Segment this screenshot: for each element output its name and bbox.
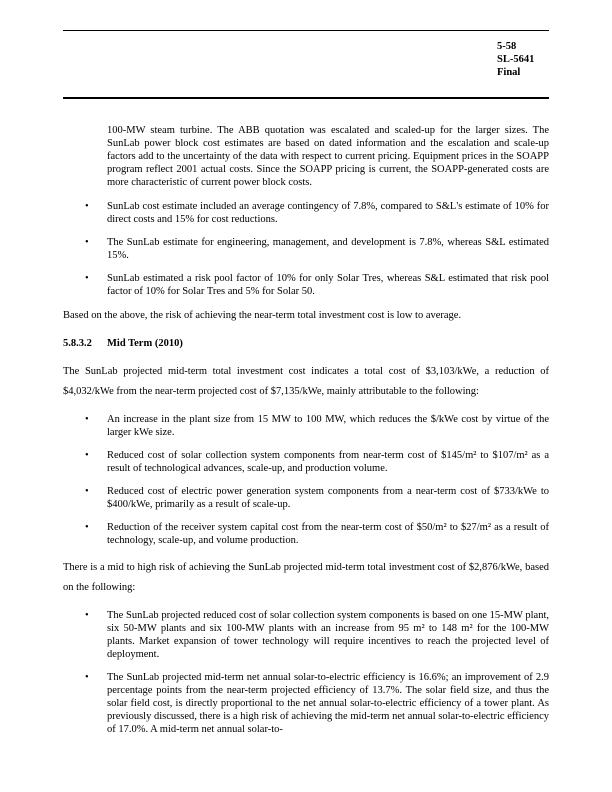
header-top-rule [63,30,549,31]
bullet-list-mid-term-reductions [63,413,549,547]
list-item [63,521,549,547]
page-body [63,124,549,747]
report-number: SL-5641 [497,54,535,65]
bullet-icon: • [85,201,89,212]
paragraph-near-term-risk: Based on the above, the risk of achieving the near-term total investment cost is low to average. [63,310,462,321]
list-item [63,200,549,226]
bullet-icon: • [85,450,89,461]
page-number: 5-58 [497,41,517,52]
list-item-text: An increase in the plant size from 15 MW to 100 MW, which reduces the $/kWe cost by virtue of the larger kWe size. [107,414,549,438]
header-bottom-rule [63,97,549,99]
section-heading [63,338,549,349]
list-item-text: SunLab estimated a risk pool factor of 10% for only Solar Tres, whereas S&L estimated that risk pool factor of 10% for Solar Tres and 5% for Solar 50. [107,273,549,297]
list-item [63,236,549,262]
list-item-text: Reduced cost of electric power generation system components from a near-term cost of $733/kWe to $400/kWe, primarily as a result of scale-up. [107,486,549,510]
list-item-text: Reduction of the receiver system capital cost from the near-term cost of $50/m² to $27/m² as a result of technology, scale-up, and volume production. [107,522,549,546]
section-heading-number: 5.8.3.2 [63,338,92,349]
list-item-text: Reduced cost of solar collection system components from near-term cost of $145/m² to $107/m² as a result of technological advances, scale-up, and production volume. [107,450,549,474]
bullet-list-near-term-comparison [63,200,549,298]
bullet-icon: • [85,672,89,683]
paragraph-mid-term-cost: The SunLab projected mid-term total investment cost indicates a total cost of $3,103/kWe, a reduction of $4,032/kWe from the near-term projected cost of $7,135/kWe, mainly attributable to the following: [63,366,549,397]
section-heading-title: Mid Term (2010) [107,338,183,349]
bullet-list-mid-term-risk-basis [63,609,549,736]
paragraph-power-block: 100-MW steam turbine. The ABB quotation was escalated and scaled-up for the larger sizes. The SunLab power block cost estimates are based on dated information and the escalation and scale-up factors add to the uncertainty of the data with respect to current pricing. Equipment prices in the SOAPP program reflect 2001 actual costs. Since the SOAPP pricing is current, the SOAPP-generated costs are more characteristic of current power block costs. [107,125,549,188]
list-item-text: The SunLab estimate for engineering, management, and development is 7.8%, whereas S&L estimated 15%. [107,237,549,261]
paragraph-mid-term-risk: There is a mid to high risk of achieving the SunLab projected mid-term total investment cost of $2,876/kWe, based on the following: [63,562,549,593]
document-status: Final [497,67,521,78]
list-item [63,272,549,298]
list-item-text: SunLab cost estimate included an average contingency of 7.8%, compared to S&L's estimate of 10% for direct costs and 15% for cost reductions. [107,201,549,225]
list-item [63,485,549,511]
page-header [497,40,534,79]
list-item [63,609,549,661]
bullet-icon: • [85,237,89,248]
list-item-text: The SunLab projected mid-term net annual solar-to-electric efficiency is 16.6%; an improvement of 2.9 percentage points from the near-term projected efficiency of 13.7%. The solar field size, and thus the solar field cost, is directly proportional to the net annual solar-to-electric efficiency of a tower plant. As previously discussed, there is a high risk of achieving the mid-term net annual solar-to-electric efficiency of 17.0%. A mid-term net annual solar-to- [107,672,549,735]
bullet-icon: • [85,610,89,621]
list-item [63,449,549,475]
list-item [63,671,549,736]
list-item-text: The SunLab projected reduced cost of solar collection system components is based on one 15-MW plant, six 50-MW plants and six 100-MW plants with an increase from 95 m² to 148 m² for the 100-MW plants. Market expansion of tower technology will require incentives to reach the projected level of deployment. [107,610,549,660]
bullet-icon: • [85,414,89,425]
list-item [63,413,549,439]
bullet-icon: • [85,486,89,497]
bullet-icon: • [85,522,89,533]
bullet-icon: • [85,273,89,284]
